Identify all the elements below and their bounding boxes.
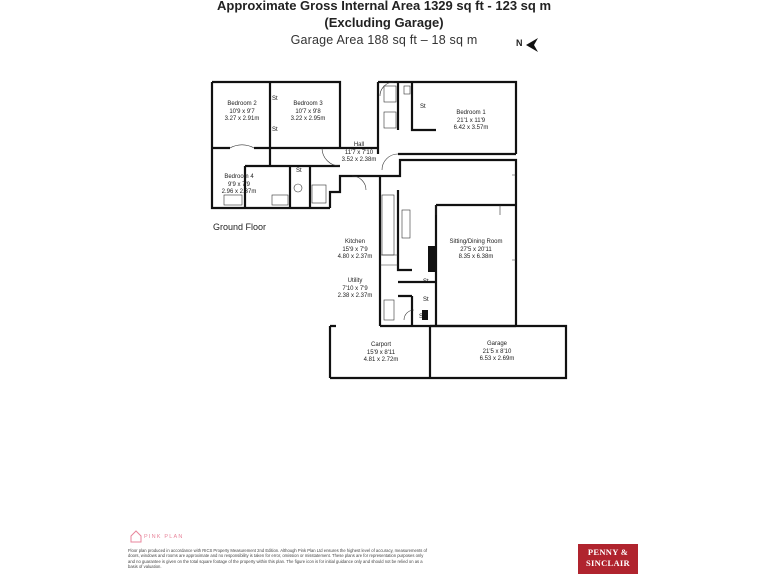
room-utility: Utility 7'10 x 7'9 2.38 x 2.37m <box>337 278 373 299</box>
store-label: St <box>272 127 278 133</box>
store-label: St <box>419 314 425 320</box>
room-bedroom1: Bedroom 1 21'1 x 11'9 6.42 x 3.57m <box>453 110 489 131</box>
room-carport: Carport 15'9 x 8'11 4.81 x 2.72m <box>363 342 399 363</box>
store-label: St <box>423 297 429 303</box>
compass-label: N <box>516 38 523 48</box>
compass-arrow-icon <box>526 38 538 52</box>
store-label: St <box>420 104 426 110</box>
garage-area: Garage Area 188 sq ft – 18 sq m <box>290 33 478 47</box>
room-kitchen: Kitchen 15'9 x 7'9 4.80 x 2.37m <box>337 239 373 260</box>
floor-label: Ground Floor <box>213 222 267 232</box>
area-subtitle: (Excluding Garage) <box>324 15 444 30</box>
pink-plan-brand: PINK PLAN <box>144 534 184 540</box>
store-label: St <box>423 279 429 285</box>
room-garage: Garage 21'5 x 8'10 6.53 x 2.69m <box>479 341 515 362</box>
room-hall: Hall 11'7 x 7'10 3.52 x 2.38m <box>341 142 377 163</box>
disclaimer-text: Floor plan produced in accordance with RICS Property Measurement 2nd Edition. Although Pink Plan Ltd ensures the highest level of accuracy, measurements of doors, windows and rooms are approximate and no responsibility is taken for error, omission or misstatement. These plans are for representation purposes only and no guarantee is given on the total square footage of the property within this plan. The figure icon is for initial guidance only and should not be relied on as a basis of valuation. <box>128 548 428 570</box>
room-bedroom2: Bedroom 2 10'9 x 9'7 3.27 x 2.91m <box>224 101 260 122</box>
penny-sinclair-logo: PENNY & SINCLAIR <box>578 544 638 574</box>
pink-plan-logo-icon <box>131 531 141 542</box>
room-bedroom3: Bedroom 3 10'7 x 9'8 3.22 x 2.95m <box>290 101 326 122</box>
store-label: St <box>272 96 278 102</box>
store-label: St <box>296 168 302 174</box>
room-bedroom4: Bedroom 4 9'9 x 7'9 2.96 x 2.37m <box>221 174 257 195</box>
room-sitting-dining: Sitting/Dining Room 27'5 x 20'11 8.35 x 6.38m <box>449 239 503 260</box>
area-title: Approximate Gross Internal Area 1329 sq ft - 123 sq m <box>216 0 552 13</box>
